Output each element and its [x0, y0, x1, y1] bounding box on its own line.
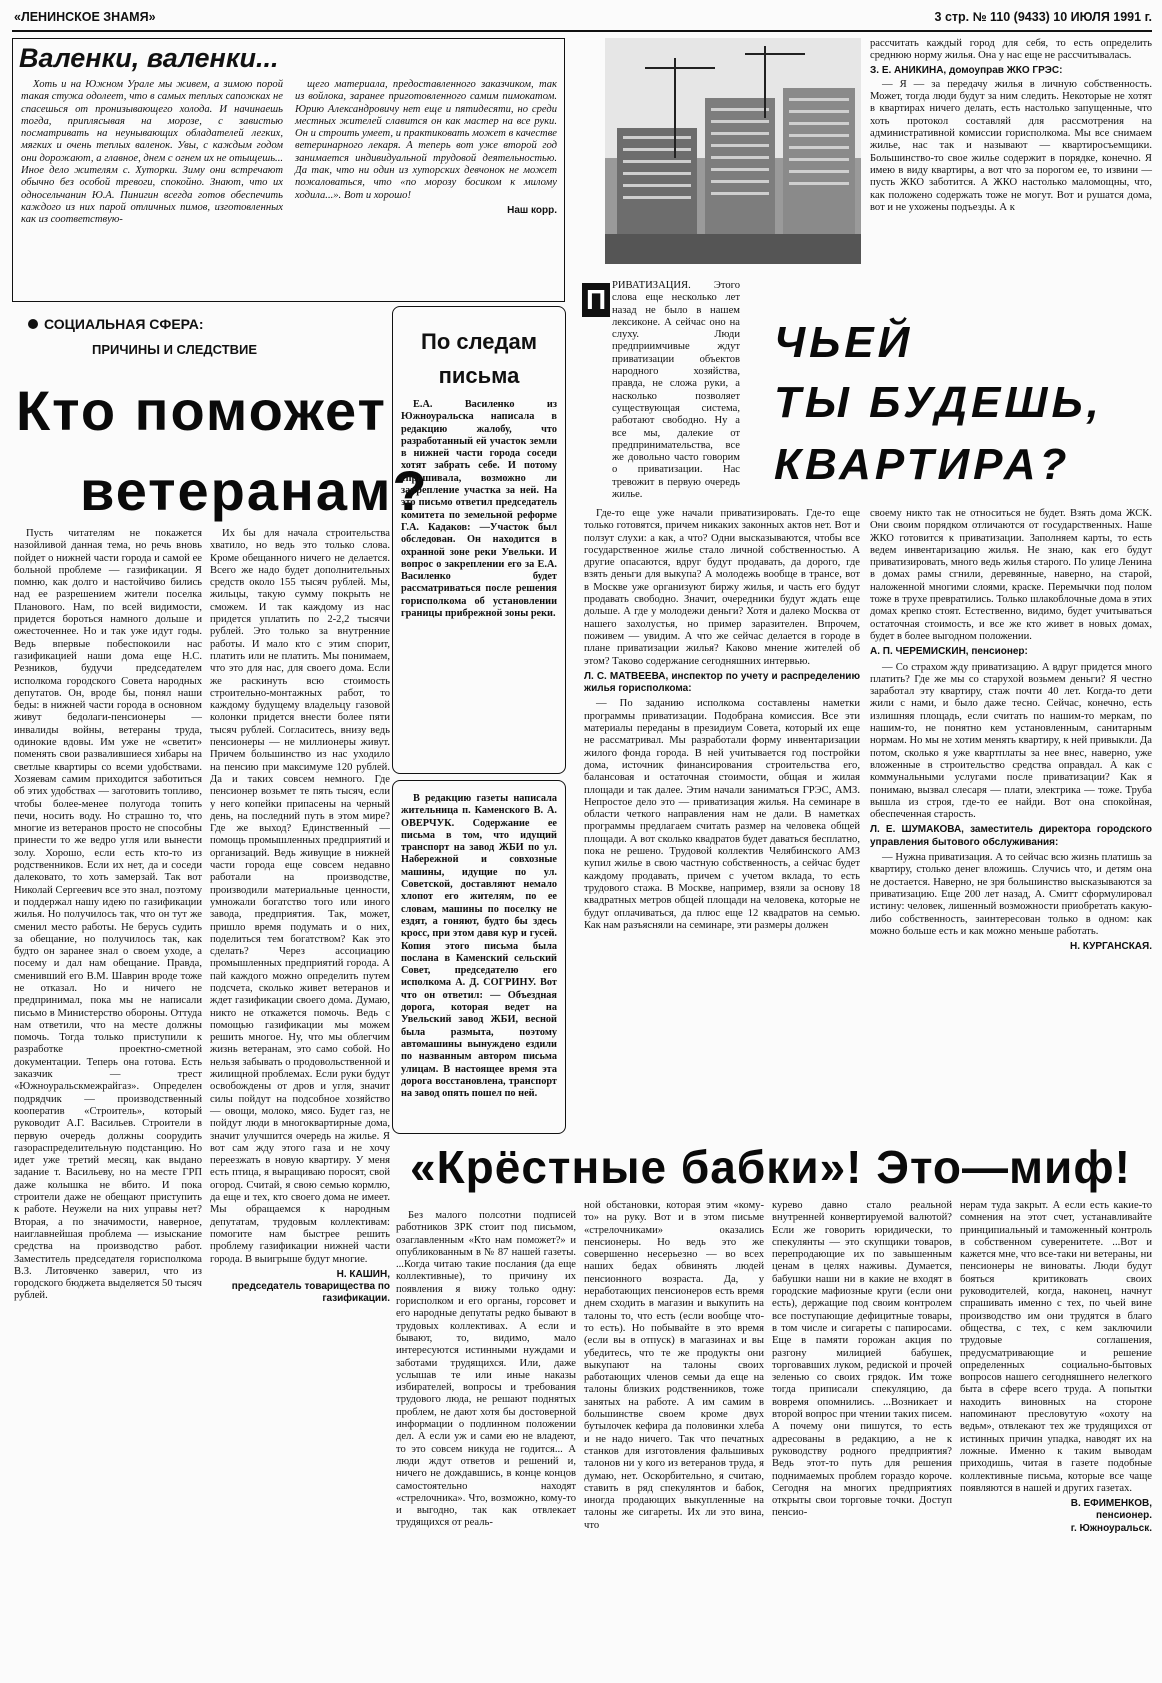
veterans-text-1: Пусть читателям не покажется назойливой данная тема, но речь вновь пойдет о нижней части города и самой ее больной проблеме — газификации. Я помню, как долго и настойчиво бились над ее разрешением жители поселка Планового. Нам, по всей видимости, придется бороться намного дольше и ожесточеннее. Но и так уже идут годы. Ведь впервые побеспокоили нас газификацией наши дома еще Н.С. Резников, будучи председателем исполкома городского Совета народных депутатов. Он, вроде бы, понял наши беды: в нижней части города в основном живут бедолаги-пенсионеры — инвалиды войны, ветераны труда, одинокие вдовы. Им уже не «светит» поменять свои развалившиеся хибары на светлые квартиры со всеми удобствами. Хозяевам самим приходится заботиться об этих удобствах — заготовить топливо, чтобы более-менее полугода топить печи, носить воду. Но страшно то, что многие из ветеранов просто не способны принести то же ведро угля или вынести золу. Хорошо, если есть кто-то из родственников. Если их нет, да и соседи далековато, то хоть замерзай. Так вот Николай Сергеевич все это знал, поэтому и поддержал нашу идею по газификации жилья. Но получилось так, что он тут же сменил место работы. Не берусь судить за обещание, но получилось так, как будто он заранее знал о своем уходе, а посему и дал нам обещание. Правда, сменивший его В.М. Шаврин вроде тоже не отказал. Но и ничего не предпринимал, пока мы не написали письмо в Министерство обороны. Оттуда нам ответили, что на месте должны помочь. Тогда только приступили к разработке проектно-сметной документации. Теперь она готова. Есть заказчик — трест «Южноуральскмежрайгаз». Определен подрядчик — производственный кооператив «Строитель», который руководит А.Г. Васильев. Строители в первую очередь должны соорудить газораспределительную подстанцию. Но идет уже третий месяц, как выдано задание т. Васильеву, но на месте ГРП даже колышка не вбито. И пока строители даже не обещают приступить к работе. Неужели на них управы нет? Вторая, а по значимости, наверное, наиглавнейшая проблема — изыскание средства на производство работ. Заместитель председателя горисполкома В.З. Литовченко заверил, что из городского бюджета выделяется 50 тысяч рублей. [14, 528, 202, 1302]
privatization-col-a [584, 508, 860, 1148]
letters-item-2 [401, 793, 557, 1127]
babki-headline: «Крёстные бабки»! Это—миф! [410, 1141, 1131, 1193]
babki-signature: В. ЕФИМЕНКОВ, [1070, 1498, 1152, 1510]
privatization-speaker-3: Л. Е. ШУМАКОВА, заместитель директора городского управления бытового обслуживания: [870, 824, 1152, 848]
veterans-headline-2: ветеранам? [80, 459, 429, 522]
bullet-icon [28, 319, 38, 329]
babki-text-3: курево давно стало реальной внутренней конвертируемой валютой? Если же говорить юридически, то спекулянты — это скупщики товаров, перепродающие их по завышенным ценам в целях наживы. Думается, бабушки наши ни в какие не входят в городские мафиозные круги (если они есть), держащие под своим контролем все поступающие дефицитные товары, в том числе и сигареты с папиросами. Еще в памяти горожан акция по разгону милицией бабушек, торговавших луком, редиской и прочей зеленью со своих грядок. Им тоже тогда приписали спекуляцию, да вовремя опомнились. ...Возникает и второй вопрос при чтении таких писем. А почему они пишутся, то есть адресованы в редакцию, а не к руководству родного предприятия? Ведь этот-то путь для решения поднимаемых проблем гораздо короче. Сегодня на многих предприятиях открыты свои торговые точки. Доступ пенсио- [772, 1200, 952, 1519]
veterans-signature-role: председатель товарищества по газификации. [231, 1281, 390, 1305]
veterans-col-2 [210, 528, 390, 1678]
privatization-text-b1: своему никто так не относиться не будет. Взять дома ЖСК. Они своим порядком отличаются от государственных. Наше ЖКО готовится к приватизации. Заполняем карты, то есть ведем инвентаризацию жилья. Не знаю, как его будут приватизировать, много ведь жилья старого. По улице Ленина в домах рамы сгнили, деревянные, наверно, на старой, наложенной многими слоями, краске. Перемычки под полом тоже в трухе превратились. Только шлакоблочные дома в этих домах крепко стоят. Естественно, видимо, будет учитываться остаточная стоимость, и все же кто живет в новых домах, будет в более выгодном положении. [870, 508, 1152, 642]
valenki-col-2 [295, 79, 557, 297]
zhko-speaker: З. Е. АНИКИНА, домоуправ ЖКО ГРЭС: [870, 64, 1063, 76]
babki-signature-place: г. Южноуральск. [1070, 1522, 1152, 1534]
letters-text-2: В редакцию газеты написала жительница п. Каменского В. А. ОВЕРЧУК. Содержание ее письма в том, что идущий транспорт на завод ЖБИ по ул. Набережной и совхозные машины, идущие по ул. Советской, доставляют немало хлопот его жителям, по ее словам, машины по поселку не ездят, а гоняют, будто бы здесь кросс, при этом давя кур и гусей. Копия этого письма была послана в Каменский сельский Совет, председателю его исполкома А. Д. СОГРИНУ. Вот что он ответил: — Объездная дорога, которая ведет на Увельский завод ЖБИ, весной была размыта, поэтому автомашины вынуждено ездили по названным автором письма улицам. В настоящее время эта дорога восстановлена, транспорт на завод опять пошел по ней. [401, 793, 557, 1100]
privatization-speaker-1: Л. С. МАТВЕЕВА, инспектор по учету и распределению жилья горисполкома: [584, 670, 860, 695]
social-kicker-text: СОЦИАЛЬНАЯ СФЕРА: [44, 316, 204, 332]
privatization-text-b3: — Нужна приватизация. А то сейчас всю жизнь платишь за квартиру, столько денег вложишь. Случись что, и детям она не достается. Наверно, не зря большинство высказываются за приватизацию. Еще 200 лет назад, А. Смитт сформулировал истину: человек, лишенный возможности приобретать какую-либо собственность, заинтересован только в одном: как можно больше есть и как можно меньше работать. [870, 852, 1152, 937]
valenki-col-1 [21, 79, 283, 297]
babki-text-1: Без малого полсотни подписей работников ЗРК стоит под письмом, озаглавленным «Кто нам поможет?» и опубликованным в № 87 нашей газеты. ...Когда читаю такие послания (да еще коллективные), то причину их появления я вижу только одну: горисполком и его органы, горсовет и его народные депутаты редко бывают в трудовых коллективах. А если и бывают, то, видимо, мало интересуются истинными нуждами и заботами трудящихся. Или, даже услышав те или иные наказы избирателей, вопросы и требования трудового люда, не решают поднятых проблем, не дают хотя бы достоверной информации о подлинном положении дел. А если уж и сами ею не владеют, то это совсем никуда не годится... А люди ждут ответов и решений и, ничего не дождавшись, в конце концов самостоятельно находят «стрелочника». Что, возможно, кому-то и выгодно, так как отвлекает трудящихся от реаль- [396, 1210, 576, 1529]
valenki-text-2: щего материала, предоставленного заказчиком, так из войлока, заранее приготовленного самим пимокатом. Юрию Александровичу нет еще и пятидесяти, но среди местных жителей славится он как мастер на все руки. Он и строить умеет, и практиковать может в качестве ветеринарного лекаря. А теперь вот уже второй год занимается индивидуальной трудовой деятельностью. Да так, что ни один из хуторских девчонок не может пожаловаться, что «по морозу босиком к милому ходила...». Вот и хорошо! [295, 79, 557, 201]
babki-col-3 [772, 1200, 952, 1678]
zhko-lead: рассчитать каждый город для себя, то есть определить среднюю норму жилья. Она у нас еще не рассчитывалась. [870, 38, 1152, 62]
privatization-col-b [870, 508, 1152, 1158]
letters-text-1: Е.А. Василенко из Южноуральска написала в редакцию жалобу, что разработанный ей участок земли в нижней части города соседи хотят забрать себе. И потому спрашивала, возможно ли закрепление участка за ней. На это письмо ответил председатель комитета по земельной реформе Г.А. Кадаков: —Участок был обследован. Он находится в охранной зоне реки Увельки. И вопрос о закреплении его за Е.А. Василенко будет рассматриваться после решения горисполкома об установлении границы прибрежной зоны реки. [401, 399, 557, 620]
valenki-headline: Валенки, валенки... [19, 43, 279, 73]
privatization-text-b2: — Со страхом жду приватизацию. А вдруг придется много платить? Где же мы со старухой возьмем деньги? Я честно заработал эту квартиру, стаж почти 40 лет. Когда-то дети жили с нами, и было даже тесно. Сейчас, конечно, есть излишняя площадь, если считать по нашим-то меркам, по нашим-то, не понятно кем установленным, санитарным нормам. Но мы не хотим менять квартиру, к ней привыкли. Да потом, сколько я уже квартплаты за нее внес, наверно, уже вложенные в строительство средства оправдал. А как с коммунальными услугами после приватизации? Как я понимаю, вызвал слесаря — плати, электрика — тоже. Труба вышла из строя, где-то ее найди. Вот она спокойная, обеспеченная старость. [870, 661, 1152, 821]
social-subkicker: ПРИЧИНЫ И СЛЕДСТВИЕ [92, 342, 258, 357]
valenki-text-1: Хоть и на Южном Урале мы живем, а зимою порой такая стужа одолеет, что в самых теплых сапожках не спасешься от пронизывающего холода. И начинаешь тогда, приплясывая на морозе, с завистью посматривать на неунывающих обладателей легких, мягких и очень теплых валенок. Увы, с каждым годом они дорожают, а главное, днем с огнем их не отыщешь... Иное дело жителям с. Хуторки. Зиму они встречают обычно без особой тревоги, спокойно. Знают, что их односельчанин Ю.А. Пинигин всегда готов обеспечить каждого из них парой отличных пимов, изготовленных как из соответствую- [21, 79, 283, 226]
veterans-headline-1: Кто поможет [16, 379, 387, 442]
veterans-col-1 [14, 528, 202, 1678]
masthead-issue-date: 3 стр. № 110 (9433) 10 ИЮЛЯ 1991 г. [934, 10, 1152, 24]
letters-box [392, 306, 566, 774]
babki-signature-role: пенсионер. [1096, 1510, 1152, 1522]
privatization-headline-3: КВАРТИРА? [774, 440, 1071, 489]
privatization-intro [612, 280, 740, 502]
babki-text-4: нерам туда закрыт. А если есть какие-то сомнения на этот счет, устанавливайте принципиальный и таможенный контроль в собственном суверенитете. ...Вот и кажется мне, что все-таки ни ветераны, ни пенсионеры не виноваты. Люди будут бояться критиковать своих руководителей, когда, наконец, начнут спрашивать именно с тех, по чьей вине производство им они трудятся в благо общества, с тех, с кем заключили трудовые соглашения, предусматривающие и решение определенных социально-бытовых вопросов нашего сегодняшнего нелегкого быта в сфере всего труда. А попытки находить виновных на стороне напоминают пресловутую «охоту на ведьм», отвлекают тех же трудящихся от истинных причин упадка, наводят их на ложные. Именно к таким выводам приходишь, читая в газете подобные коллективные письма, которые все чаще появляются в нашей и других газетах. [960, 1200, 1152, 1494]
privatization-headline-1: ЧЬЕЙ [774, 318, 914, 367]
buildings-illustration [605, 38, 861, 264]
privatization-text-a2: Где-то еще уже начали приватизировать. Где-то еще только готовятся, причем никаких законных актов нет. Вот и ползут слухи: а как, а что? Одни высказываются, чтобы все государственное жилье стало личной собственностью. А другие опасаются, вдруг будут продавать, да дорого, где взять деньги для выкупа? А молодежь вообще в трансе, вот в Москве уже организуют биржу жилья, и часть его будут продавать свободно. Значит, очередники будут ждать еще дольше. А где у молодежи деньги? Хотя и далеко Москва от нашего захолустья, но пример заразителен. Впрочем, поживем — увидим. А что же сейчас делается в городе в плане приватизации жилья? Каково мнение жителей об этом? Таково содержание сегодняшних интервью. [584, 508, 860, 667]
letters-title-2: письма [438, 363, 520, 388]
privatization-signature: Н. КУРГАНСКАЯ. [1069, 941, 1152, 953]
letters-item-1 [401, 399, 557, 769]
privatization-intro-text: РИВАТИЗАЦИЯ. Этого слова еще несколько лет назад не было в нашем лексиконе. А сейчас оно на слуху. Люди предприимчивые ждут приватизации объектов народного хозяйства, правда, не сложа руки, а насколько позволяет существующая система, работают свободно. Ну а все мы, далекие от предпринимательства, все же довольно часто говорим о приватизации. Нас тревожит в первую очередь жилье. [612, 280, 740, 501]
valenki-article [12, 38, 565, 302]
babki-col-1 [396, 1210, 576, 1678]
letters-title-1: По следам [421, 329, 537, 354]
construction-photo [605, 38, 861, 264]
privatization-dropcap: П [582, 283, 610, 317]
zhko-text: — Я — за передачу жилья в личную собственность. Может, тогда люди будут за ним следить. Некоторые не хотят в квартирах ничего делать, есть настолько запущенные, что хоть протокол составляй для рассмотрения на административной комиссии горисполкома. Мы все снимаем жилье, нас так и называют — квартиросъемщики. Большинство-то свое жилье содержит в порядке, конечно. Я имею в виду квартиры, а вот что за порогом ее, то извини — пусть ЖКО заботится. А ЖКО настолько маломощны, что, как положено содержать тоже не могут. Вот и рушатся дома, вот и не ухожены подъезды. А к [870, 78, 1152, 213]
letters-box-2 [392, 780, 566, 1134]
babki-text-2: ной обстановки, которая этим «кому-то» на руку. Вот и в этом письме «стрелочниками» оказались пенсионеры. Но ведь это же совершенно несерьезно — во всех наших бедах обвинять людей пенсионного возраста. Да, у неработающих пенсионеров есть время днем сходить в магазин и выкупить на талоны то, что есть (если вообще что-то есть). Но побывайте в это время (если вы в отпуск) в магазинах и вы убедитесь, что те же продукты они выкупают на талоны своих работающих членов семьи да еще на талоны близких родственников, тоже занятых на работе. А им самим в большинстве своем кроме двух бутылочек кефира да половинки хлеба и не надо ничего. Так что печатных станков для изготовления фальшивых талонов ни у кого из ветеранов труда, я думаю, нет. Оскорбительно, я считаю, ставить в ряд спекулянтов и бабок, иногда продающих выкупленные на талоны же сигареты. Их ли это вина, что [584, 1200, 764, 1531]
privatization-text-a3: — По заданию исполкома составлены наметки программы приватизации. Подобрана комиссия. Все эти материалы переданы в президиум Совета, который их еще не рассматривал. Мы разработали форму инвентаризации жилого фонда города. В ней учитывается год постройки дома, источник финансирования строительства его, балансовая и остаточная стоимости, общая и жилая площади и так далее. Этим начали заниматься ГРЭС, АМЗ. Непростое дело это — приватизация жилья. На семинаре в области четкого направления нам не дали. В наметках программы предлагаем считать размер на человека общей площади. А вот сколько квадратов будет даваться бесплатно, пока не решено. Трудовой коллектив Челябинского АМЗ купил жилье в свою частную собственность, а сейчас будет каждому продавать, причем с учетом вклада, то есть трудового стажа. В Москве, например, взяли за основу 18 квадратных метров общей площади на человека, которые не будут оплачиваться, да плюс еще 12 квадратов на семью. Как нам разъясняли на семинаре, эти размеры должен [584, 698, 860, 931]
privatization-speaker-2: А. П. ЧЕРЕМИСКИН, пенсионер: [870, 646, 1028, 658]
zhko-column [870, 38, 1152, 278]
social-kicker [28, 316, 328, 336]
masthead-paper-name: «ЛЕНИНСКОЕ ЗНАМЯ» [14, 10, 156, 24]
babki-col-4 [960, 1200, 1152, 1678]
privatization-headline-2: ТЫ БУДЕШЬ, [774, 378, 1103, 427]
valenki-signature: Наш корр. [507, 204, 557, 216]
babki-col-2 [584, 1200, 764, 1678]
veterans-text-2: Их бы для начала строительства хватило, но ведь это только слова. Кроме обещанного ничего не делается. Всего же надо будет дополнительных средств около 155 тысяч рублей. Мы, жильцы, такую сумму покрыть не сможем. И так каждому из нас придется уплатить по 2-2,2 тысячи рублей. Это только за внутренние работы. И мало кто с этим спорит, платить или не платить. Мы понимаем, что это для нас, для своего дома. Если же раскинуть всю стоимость строительно-монтажных работ, то каждому будущему владельцу газовой колонки придется внести более пяти тысяч рублей. Согласитесь, внизу ведь пенсионеры — не миллионеры живут. Причем большинство из нас уходило на пенсию при максимуме 120 рублей. Да и таких совсем немного. Где пенсионер возьмет те пять тысяч, если у него копейки припасены на черный день, на последний путь в этом мире? Где же выход? Единственный — помощь промышленных предприятий и организаций. Ведь живущие в нижней части города еще совсем недавно работали на производстве, производили материальные ценности, умножали богатство того или иного завода, предприятия. Так, может, пришло время подумать и о них, поделиться тем богатством? Как это сделать? Через ассоциацию промышленных предприятий города. А пай каждого можно определить путем подсчета, сколько живет ветеранов и ждет газификации своего дома. Думаю, никто не откажется помочь. Ведь с помощью газификации мы можем решить многое. Ну, что мы облегчим жизнь ветеранам, это само собой. Но нельзя забывать о продовольственной и жилищной проблемах. Если руки будут освобождены от дров и угля, значит силы пойдут на подсобное хозяйство — овощи, молоко, мясо. Будет газ, не пойдут люди в многоквартирные дома, значит улучшится очередь на жилье. Я вот сам жду этого газа и не хочу переезжать в новую квартиру. У меня есть птица, я выращиваю поросят, свой огород. Считай, я свою семью кормлю, да еще и тех, кто своего дома не имеет. Мы обращаемся к народным депутатам, трудовым коллективам: помогите нам быстрее решить проблему газификации нижней части города. В выигрыше будут многие. [210, 528, 390, 1265]
veterans-signature: Н. КАШИН, [336, 1268, 390, 1280]
masthead-rule [12, 30, 1152, 32]
